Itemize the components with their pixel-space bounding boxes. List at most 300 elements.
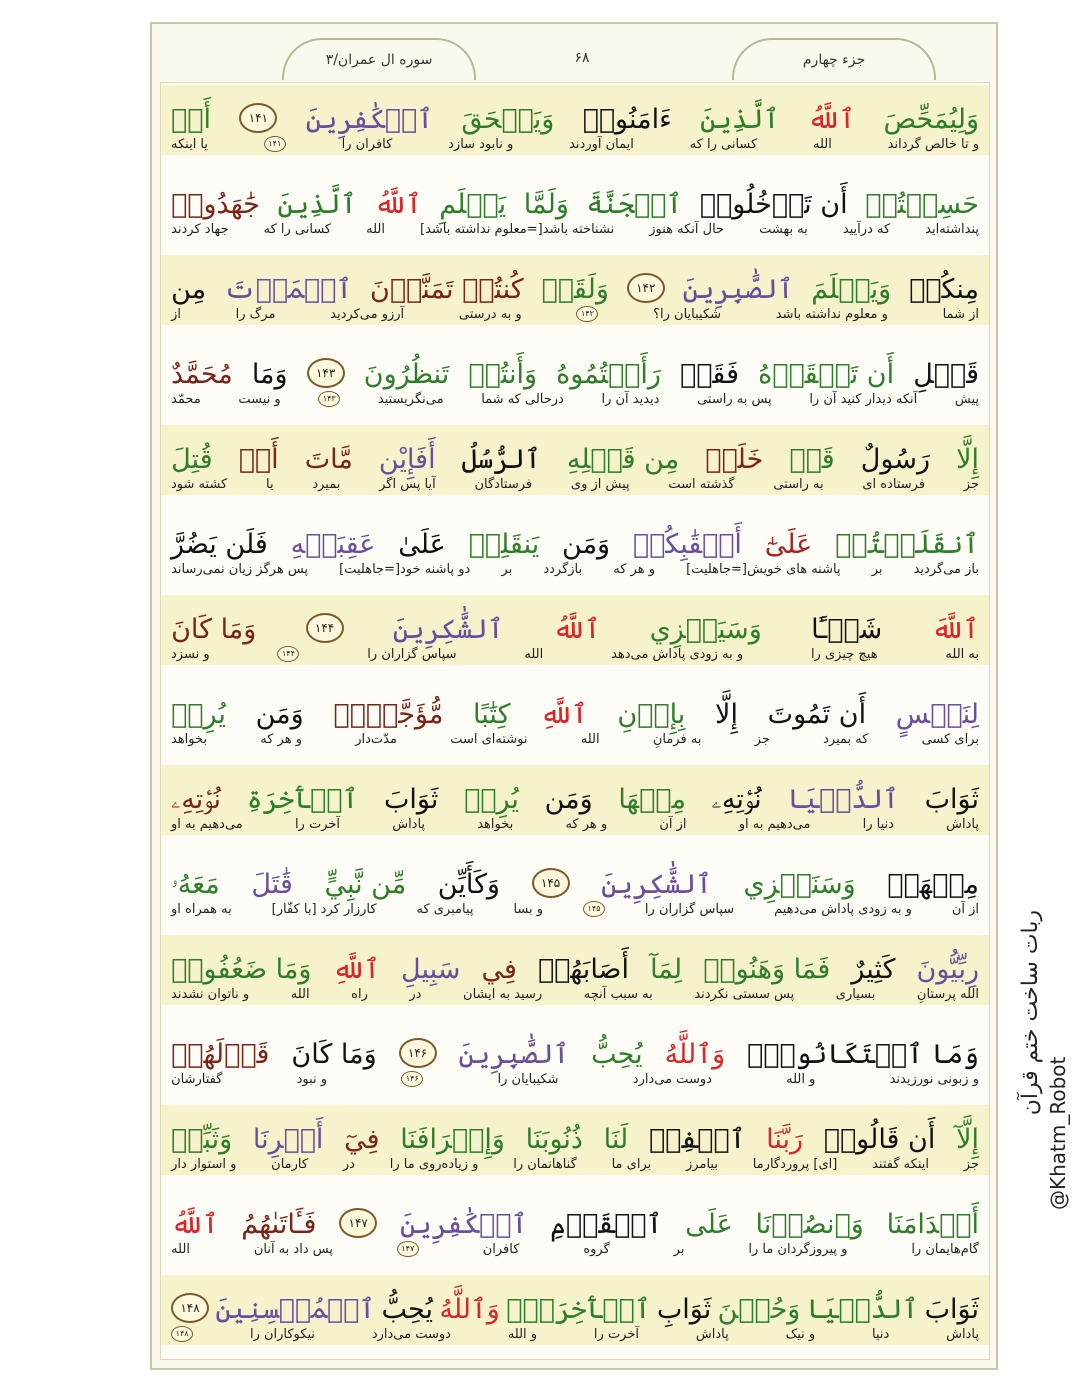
- arabic-word: ٱلصَّٰبِرِينَ: [682, 274, 794, 305]
- persian-translation: بیامرز: [686, 1156, 718, 1172]
- persian-translation: پس سستی نکردند: [694, 986, 795, 1002]
- persian-translation: پاشنه های خویش[=جاهلیت]: [686, 561, 841, 577]
- verse-number-marker-small: ۱۴۶: [401, 1071, 423, 1087]
- persian-translation: آخرت را: [294, 816, 341, 832]
- arabic-word: ٱلۡمُحۡسِنِينَ: [215, 1294, 376, 1325]
- arabic-word: ٱللَّهُ: [552, 614, 601, 645]
- persian-translation: بر: [501, 561, 513, 577]
- verse-number-marker-small: ۱۴۵: [583, 901, 605, 917]
- translation-line: [161, 1323, 989, 1345]
- arabic-line: [161, 170, 989, 218]
- arabic-word: ٱلَّذِينَ: [700, 104, 780, 135]
- arabic-word: وَٱللَّهُ: [664, 1039, 726, 1070]
- arabic-word: مُّؤَجَّلًاۗ: [333, 699, 444, 730]
- arabic-word: عَلَىٰٓ: [764, 529, 813, 560]
- persian-translation: شکیبایان را: [497, 1071, 559, 1087]
- persian-translation: پس به راستی: [697, 391, 772, 407]
- persian-translation: دنیا: [872, 1326, 890, 1342]
- arabic-word: شَيۡـًٔا: [811, 614, 883, 645]
- verse-row: [161, 255, 989, 325]
- arabic-word: وَلَمَّا: [523, 189, 569, 220]
- persian-translation: گروه: [583, 1241, 610, 1257]
- persian-translation: از: [171, 306, 181, 322]
- translation-line: [161, 1153, 989, 1175]
- persian-translation: یا اینکه: [171, 136, 209, 152]
- persian-translation: پس داد به آنان: [253, 1241, 333, 1257]
- arabic-word: عَلَى: [685, 1209, 733, 1240]
- translation-line: [161, 1068, 989, 1090]
- arabic-word: ٱللَّهِ: [540, 699, 588, 730]
- arabic-word: وَيَعۡلَمَ: [811, 274, 892, 305]
- arabic-word: وَثَبِّتۡ: [171, 1124, 233, 1155]
- arabic-word: قُتِلَ: [171, 444, 213, 475]
- arabic-word: مُحَمَّدٌ: [171, 359, 233, 390]
- arabic-word: وَمَا ضَعُفُوا۟: [171, 954, 312, 985]
- arabic-line: [161, 255, 989, 303]
- arabic-word: ٱلۡأٓخِرَةِ: [246, 784, 359, 815]
- arabic-word: ٱلۡجَنَّةَ: [586, 189, 683, 220]
- persian-translation: بر: [673, 1241, 685, 1257]
- arabic-word: يُحِبُّ: [591, 1039, 643, 1070]
- juz-label: جزء چهارم: [802, 52, 866, 68]
- arabic-word: ٱغۡفِرۡ: [648, 1124, 746, 1155]
- persian-translation: هیچ چیزی را: [810, 646, 878, 662]
- persian-translation: بازگردد: [543, 561, 583, 577]
- verse-row: [161, 1190, 989, 1260]
- persian-translation: فرستادگان: [474, 476, 533, 492]
- arabic-word: تَنظُرُونَ: [363, 359, 450, 390]
- verse-number-marker: ۱۴۸: [171, 1293, 209, 1323]
- persian-translation: باز می‌گردید: [913, 561, 979, 577]
- persian-translation: و زیاده‌روی ما را: [389, 1156, 479, 1172]
- arabic-word: أَمۡ: [171, 104, 211, 135]
- verse-number-marker: ۱۴۵: [532, 868, 570, 898]
- arabic-line: [161, 765, 989, 813]
- persian-translation: ایمان آوردند: [569, 136, 634, 152]
- arabic-word: ٱلۡكَٰفِرِينَ: [399, 1209, 528, 1240]
- arabic-word: وَلِيُمَحِّصَ: [883, 104, 979, 135]
- arabic-word: بِإِذۡنِ: [617, 699, 686, 730]
- arabic-word: نُؤۡتِهِۦ: [171, 784, 221, 815]
- arabic-word: ٱلشَّٰكِرِينَ: [392, 614, 504, 645]
- persian-translation: جز: [754, 731, 770, 747]
- persian-translation: و نسزد: [171, 646, 210, 662]
- persian-translation: نیکوکاران را: [249, 1326, 315, 1342]
- persian-translation: جز: [963, 1156, 979, 1172]
- arabic-word: وَأَنتُمۡ: [468, 359, 538, 390]
- arabic-word: ٱللَّهِ: [332, 954, 380, 985]
- verse-number-marker-small: ۱۴۴: [277, 646, 299, 662]
- arabic-word: وَمَن: [544, 784, 593, 815]
- persian-translation: درحالی که شما: [481, 391, 564, 407]
- arabic-word: وَمَا ٱسۡتَكَانُوا۟ۗ: [747, 1039, 979, 1070]
- arabic-word: فَلَن يَضُرَّ: [171, 529, 268, 560]
- persian-translation: پیش: [954, 391, 979, 407]
- arabic-word: ٱللَّهَ: [931, 614, 979, 645]
- arabic-word: رَأَيۡتُمُوهُ: [556, 359, 661, 390]
- verse-number-marker: ۱۴۴: [306, 613, 344, 643]
- arabic-word: وَٱللَّهُ: [439, 1294, 500, 1325]
- arabic-word: مِن: [171, 274, 207, 305]
- verse-row: [161, 595, 989, 665]
- persian-translation: برای کسی: [921, 731, 979, 747]
- arabic-word: ثَوَابِ: [656, 1294, 712, 1325]
- persian-translation: و تا خالص گرداند: [887, 136, 979, 152]
- verse-row: [161, 935, 989, 1005]
- persian-translation: اینکه گفتند: [872, 1156, 929, 1172]
- arabic-word: قَٰتَلَ: [251, 869, 293, 900]
- arabic-word: فِيٓ: [344, 1124, 380, 1155]
- persian-translation: و معلوم نداشته باشد: [775, 306, 888, 322]
- arabic-word: ٱنقَلَبۡتُمۡ: [835, 529, 979, 560]
- persian-translation: از آن: [659, 816, 687, 832]
- translation-line: [161, 303, 989, 325]
- arabic-word: ٱللَّهُ: [807, 104, 856, 135]
- arabic-word: ٱلدُّنۡيَا: [787, 784, 899, 815]
- persian-translation: مدّت‌دار: [355, 731, 397, 747]
- arabic-word: فِي: [481, 954, 517, 985]
- persian-translation: حال آنکه هنوز: [649, 221, 725, 237]
- arabic-word: ءَامَنُوا۟: [582, 104, 672, 135]
- arabic-word: سَبِيلِ: [401, 954, 461, 985]
- translation-line: [161, 473, 989, 495]
- persian-translation: [ای] پروردگارما: [752, 1156, 838, 1172]
- persian-translation: فرستاده ای: [862, 476, 926, 492]
- arabic-word: ٱلرُّسُلُ: [461, 444, 541, 475]
- arabic-word: كَثِيرٌ: [851, 954, 896, 985]
- persian-translation: رسید به ایشان: [463, 986, 543, 1002]
- arabic-word: وَلَقَدۡ: [541, 274, 609, 305]
- persian-translation: به بهشت: [759, 221, 808, 237]
- persian-translation: الله: [171, 1241, 190, 1257]
- persian-translation: در: [409, 986, 422, 1002]
- persian-translation: و الله: [786, 1071, 816, 1087]
- arabic-line: [161, 1105, 989, 1153]
- verse-row: [161, 1275, 989, 1345]
- persian-translation: جهاد کردند: [171, 221, 229, 237]
- persian-translation: کسانی را که: [689, 136, 758, 152]
- arabic-word: أَفَإِيْن: [378, 444, 436, 475]
- verse-row: [161, 425, 989, 495]
- persian-translation: دوست می‌دارد: [632, 1071, 712, 1087]
- arabic-word: يَنقَلِبۡ: [468, 529, 540, 560]
- persian-translation: کافران را: [341, 136, 393, 152]
- arabic-line: [161, 340, 989, 388]
- arabic-line: [161, 850, 989, 898]
- persian-translation: کارزار کرد [با کفّار]: [271, 901, 377, 917]
- persian-translation: الله: [813, 136, 832, 152]
- persian-translation: جز: [963, 476, 979, 492]
- persian-translation: محمّد: [171, 391, 201, 407]
- arabic-word: وَمَن: [562, 529, 611, 560]
- arabic-word: مِن قَبۡلِهِ: [566, 444, 680, 475]
- persian-translation: سپاس گزاران را: [367, 646, 457, 662]
- arabic-word: وَمَا: [251, 359, 288, 390]
- persian-translation: کارمان: [271, 1156, 309, 1172]
- arabic-word: أَقۡدَامَنَا: [886, 1209, 979, 1240]
- persian-translation: گذشته است: [668, 476, 735, 492]
- persian-translation: و پیروزگردان ما را: [748, 1241, 848, 1257]
- arabic-word: ٱلۡكَٰفِرِينَ: [305, 104, 434, 135]
- persian-translation: که درآیید: [842, 221, 891, 237]
- translation-line: [161, 643, 989, 665]
- arabic-word: ٱلۡمَوۡتَ: [224, 274, 353, 305]
- persian-translation: گفتارشان: [171, 1071, 223, 1087]
- arabic-word: أَصَابَهُمۡ: [537, 954, 629, 985]
- persian-translation: از آن: [951, 901, 979, 917]
- verse-number-marker-small: ۱۴۷: [397, 1241, 419, 1257]
- arabic-line: [161, 85, 989, 133]
- persian-translation: و استوار دار: [171, 1156, 237, 1172]
- verse-row: [161, 765, 989, 835]
- arabic-word: ذُنُوبَنَا: [525, 1124, 583, 1155]
- translation-line: [161, 813, 989, 835]
- arabic-word: وَسَنَجۡزِي: [743, 869, 856, 900]
- translation-line: [161, 558, 989, 580]
- persian-translation: می‌نگریستید: [377, 391, 444, 407]
- arabic-word: مَّاتَ: [304, 444, 353, 475]
- persian-translation: می‌دهیم به او: [738, 816, 811, 832]
- arabic-word: فَقَدۡ: [680, 359, 739, 390]
- persian-translation: برای ما: [611, 1156, 652, 1172]
- arabic-word: أَن تَدۡخُلُوا۟: [699, 189, 848, 220]
- arabic-word: وَكَأَيِّن: [437, 869, 500, 900]
- persian-translation: به سبب آنچه: [583, 986, 653, 1002]
- translation-line: [161, 728, 989, 750]
- translation-line: [161, 218, 989, 240]
- persian-translation: به الله: [945, 646, 979, 662]
- arabic-word: أَوۡ: [238, 444, 279, 475]
- surah-label: سوره ال عمران/۳: [325, 52, 433, 68]
- persian-translation: پس هرگز زیان نمی‌رساند: [171, 561, 309, 577]
- arabic-word: ٱللَّهُ: [374, 189, 422, 220]
- arabic-word: لَنَا: [603, 1124, 629, 1155]
- translation-line: [161, 983, 989, 1005]
- verse-number-marker: ۱۴۲: [627, 273, 665, 303]
- arabic-word: وَٱنصُرۡنَا: [755, 1209, 864, 1240]
- verse-row: [161, 680, 989, 750]
- persian-translation: دوست می‌دارد: [371, 1326, 451, 1342]
- translation-line: [161, 898, 989, 920]
- arabic-word: أَن قَالُوا۟: [823, 1124, 936, 1155]
- persian-translation: نشناخته باشد[=معلوم نداشته باشد]: [420, 221, 615, 237]
- juz-tab: [732, 38, 936, 80]
- persian-translation: و نبود: [296, 1071, 328, 1087]
- arabic-word: فَـَٔاتَىٰهُمُ: [241, 1209, 317, 1240]
- persian-translation: و ناتوان نشدند: [171, 986, 250, 1002]
- arabic-word: قَبۡلِ: [913, 359, 979, 390]
- verse-row: [161, 850, 989, 920]
- arabic-word: وَحُسۡنَ: [717, 1294, 801, 1325]
- arabic-word: كُنتُمۡ تَمَنَّوۡنَ: [369, 274, 524, 305]
- page-number: ۶۸: [574, 50, 590, 66]
- arabic-word: مِنكُمۡ: [909, 274, 979, 305]
- persian-translation: آنکه دیدار کنید آن را: [809, 391, 918, 407]
- persian-translation: پاداش: [946, 1326, 979, 1342]
- persian-translation: از شما: [942, 306, 979, 322]
- arabic-word: إِلَّآ: [956, 1124, 979, 1155]
- persian-translation: راه: [351, 986, 368, 1002]
- arabic-word: جَٰهَدُوا۟: [171, 189, 260, 220]
- verse-row: [161, 510, 989, 580]
- persian-translation: الله: [366, 221, 385, 237]
- verse-row: [161, 85, 989, 155]
- persian-translation: کشته شود: [171, 476, 228, 492]
- persian-translation: سپاس گزاران را: [644, 901, 735, 917]
- persian-translation: آرزو می‌کردید: [330, 306, 405, 322]
- persian-translation: و نابود سازد: [448, 136, 514, 152]
- arabic-word: حَسِبۡتُمۡ: [865, 189, 979, 220]
- arabic-word: مِّن نَّبِيٍّ: [324, 869, 407, 900]
- persian-translation: پنداشته‌اید: [925, 221, 979, 237]
- arabic-word: ٱلشَّٰكِرِينَ: [601, 869, 712, 900]
- persian-translation: الله: [290, 986, 310, 1002]
- arabic-word: قَوۡلَهُمۡ: [171, 1039, 270, 1070]
- persian-translation: در: [342, 1156, 355, 1172]
- persian-translation: و هر که: [260, 731, 302, 747]
- persian-translation: پاداش: [695, 1326, 729, 1342]
- verse-grid: [160, 82, 990, 1360]
- arabic-line: [161, 510, 989, 558]
- arabic-word: إِلَّا: [715, 699, 738, 730]
- arabic-word: يُحِبُّ: [381, 1294, 433, 1325]
- arabic-word: عَلَىٰ: [398, 529, 446, 560]
- persian-translation: و الله: [507, 1326, 538, 1342]
- persian-translation: و به زودی پاداش می‌دهیم: [774, 901, 912, 917]
- arabic-word: وَمَا كَانَ: [171, 614, 257, 645]
- verse-number-marker-small: ۱۴۲: [576, 306, 598, 322]
- translation-line: [161, 1238, 989, 1260]
- persian-translation: بمیرد: [312, 476, 341, 492]
- persian-translation: الله پرستانِ: [916, 986, 979, 1002]
- page-header: [152, 24, 996, 82]
- persian-translation: به فرمانِ: [652, 731, 702, 747]
- persian-translation: الله: [580, 731, 600, 747]
- arabic-word: لِمَآ: [650, 954, 683, 985]
- verse-number-marker: ۱۴۶: [399, 1038, 437, 1068]
- persian-translation: آیا پس اگر: [379, 476, 436, 492]
- persian-translation: پاداش: [392, 816, 426, 832]
- persian-translation: بر: [871, 561, 883, 577]
- persian-translation: گناهانمان را: [513, 1156, 577, 1172]
- arabic-word: ٱلۡأٓخِرَةِۗ: [506, 1294, 651, 1325]
- arabic-word: ٱلَّذِينَ: [277, 189, 357, 220]
- persian-translation: کافران: [482, 1241, 520, 1257]
- arabic-word: ٱلدُّنۡيَا: [806, 1294, 919, 1325]
- persian-translation: به راستی: [773, 476, 824, 492]
- arabic-word: عَقِبَيۡهِ: [290, 529, 376, 560]
- persian-translation: می‌دهیم به او: [171, 816, 243, 832]
- arabic-word: وَسَيَجۡزِي: [649, 614, 762, 645]
- arabic-word: قَدۡ: [789, 444, 835, 475]
- arabic-word: نُؤۡتِهِۦ: [711, 784, 762, 815]
- verse-number-marker-small: ۱۴۸: [171, 1326, 193, 1342]
- arabic-word: يُرِدۡ: [464, 784, 519, 815]
- arabic-word: وَمَن: [255, 699, 304, 730]
- arabic-word: أَن تَمُوتَ: [767, 699, 867, 730]
- persian-translation: بخواهد: [171, 731, 208, 747]
- arabic-word: ٱلۡقَوۡمِ: [550, 1209, 663, 1240]
- arabic-word: يَعۡلَمِ: [439, 189, 507, 220]
- translation-line: [161, 388, 989, 410]
- verse-number-marker: ۱۴۷: [339, 1208, 377, 1238]
- side-handle: @Khatm_Robot: [1046, 1056, 1070, 1210]
- arabic-line: [161, 680, 989, 728]
- arabic-word: يُرِدۡ: [171, 699, 226, 730]
- arabic-word: أَن تَلۡقَوۡهُ: [758, 359, 895, 390]
- side-title: ربات ساخت ختم قرآن: [1018, 910, 1043, 1116]
- arabic-line: [161, 935, 989, 983]
- arabic-word: خَلَتۡ: [705, 444, 764, 475]
- arabic-word: ثَوَابَ: [924, 1294, 979, 1325]
- arabic-word: مِنۡهَاۚ: [887, 869, 979, 900]
- arabic-line: [161, 425, 989, 473]
- persian-translation: آخرت را: [593, 1326, 640, 1342]
- persian-translation: و زبونی نورزیدند: [889, 1071, 979, 1087]
- persian-translation: به همراه او: [171, 901, 232, 917]
- arabic-line: [161, 1190, 989, 1238]
- surah-tab: [282, 38, 476, 80]
- persian-translation: دو پاشنه خود[=جاهلیت]: [339, 561, 471, 577]
- arabic-word: ٱللَّهُ: [171, 1209, 219, 1240]
- persian-translation: پاداش: [946, 816, 979, 832]
- arabic-word: رَسُولٌ: [860, 444, 931, 475]
- arabic-line: [161, 595, 989, 643]
- arabic-word: مِنۡهَا: [618, 784, 686, 815]
- verse-number-marker-small: ۱۴۱: [264, 136, 286, 152]
- persian-translation: و نیک: [785, 1326, 816, 1342]
- persian-translation: پیش از وی: [570, 476, 630, 492]
- arabic-word: أَمۡرِنَا: [252, 1124, 324, 1155]
- arabic-word: مَعَهُۥ: [171, 869, 220, 900]
- arabic-line: [161, 1275, 989, 1323]
- persian-translation: و نیست: [238, 391, 281, 407]
- persian-translation: دنیا را: [862, 816, 894, 832]
- arabic-word: ٱلصَّٰبِرِينَ: [458, 1039, 570, 1070]
- translation-line: [161, 133, 989, 155]
- verse-row: [161, 340, 989, 410]
- arabic-word: إِلَّا: [956, 444, 979, 475]
- persian-translation: و به درستی: [458, 306, 522, 322]
- arabic-word: لِنَفۡسٍ: [895, 699, 979, 730]
- persian-translation: الله: [524, 646, 544, 662]
- persian-translation: و به زودی پاداش می‌دهد: [611, 646, 744, 662]
- arabic-word: وَيَمۡحَقَ: [461, 104, 555, 135]
- arabic-word: رَبَّنَا: [766, 1124, 804, 1155]
- arabic-word: ثَوَابَ: [924, 784, 979, 815]
- arabic-word: ثَوَابَ: [383, 784, 439, 815]
- arabic-word: كِتَٰبًا: [473, 699, 511, 730]
- arabic-word: رِبِّيُّونَ: [916, 954, 979, 985]
- persian-translation: نوشته‌ای است: [450, 731, 528, 747]
- verse-number-marker: ۱۴۱: [239, 103, 277, 133]
- persian-translation: و هر که: [565, 816, 608, 832]
- arabic-word: وَإِسۡرَافَنَا: [400, 1124, 505, 1155]
- persian-translation: که بمیرد: [823, 731, 869, 747]
- arabic-word: فَمَا وَهَنُوا۟: [703, 954, 831, 985]
- quran-page: [150, 22, 998, 1370]
- persian-translation: پیامبری که: [416, 901, 474, 917]
- verse-row: [161, 1105, 989, 1175]
- arabic-word: أَعۡقَٰبِكُمۡ: [632, 529, 742, 560]
- persian-translation: شکیبایان را؟: [653, 306, 722, 322]
- verse-number-marker: ۱۴۳: [307, 358, 345, 388]
- persian-translation: و بسا: [513, 901, 544, 917]
- persian-translation: گام‌هایمان را: [911, 1241, 979, 1257]
- persian-translation: و هر که: [613, 561, 655, 577]
- arabic-word: وَمَا كَانَ: [291, 1039, 377, 1070]
- persian-translation: مرگ را: [235, 306, 276, 322]
